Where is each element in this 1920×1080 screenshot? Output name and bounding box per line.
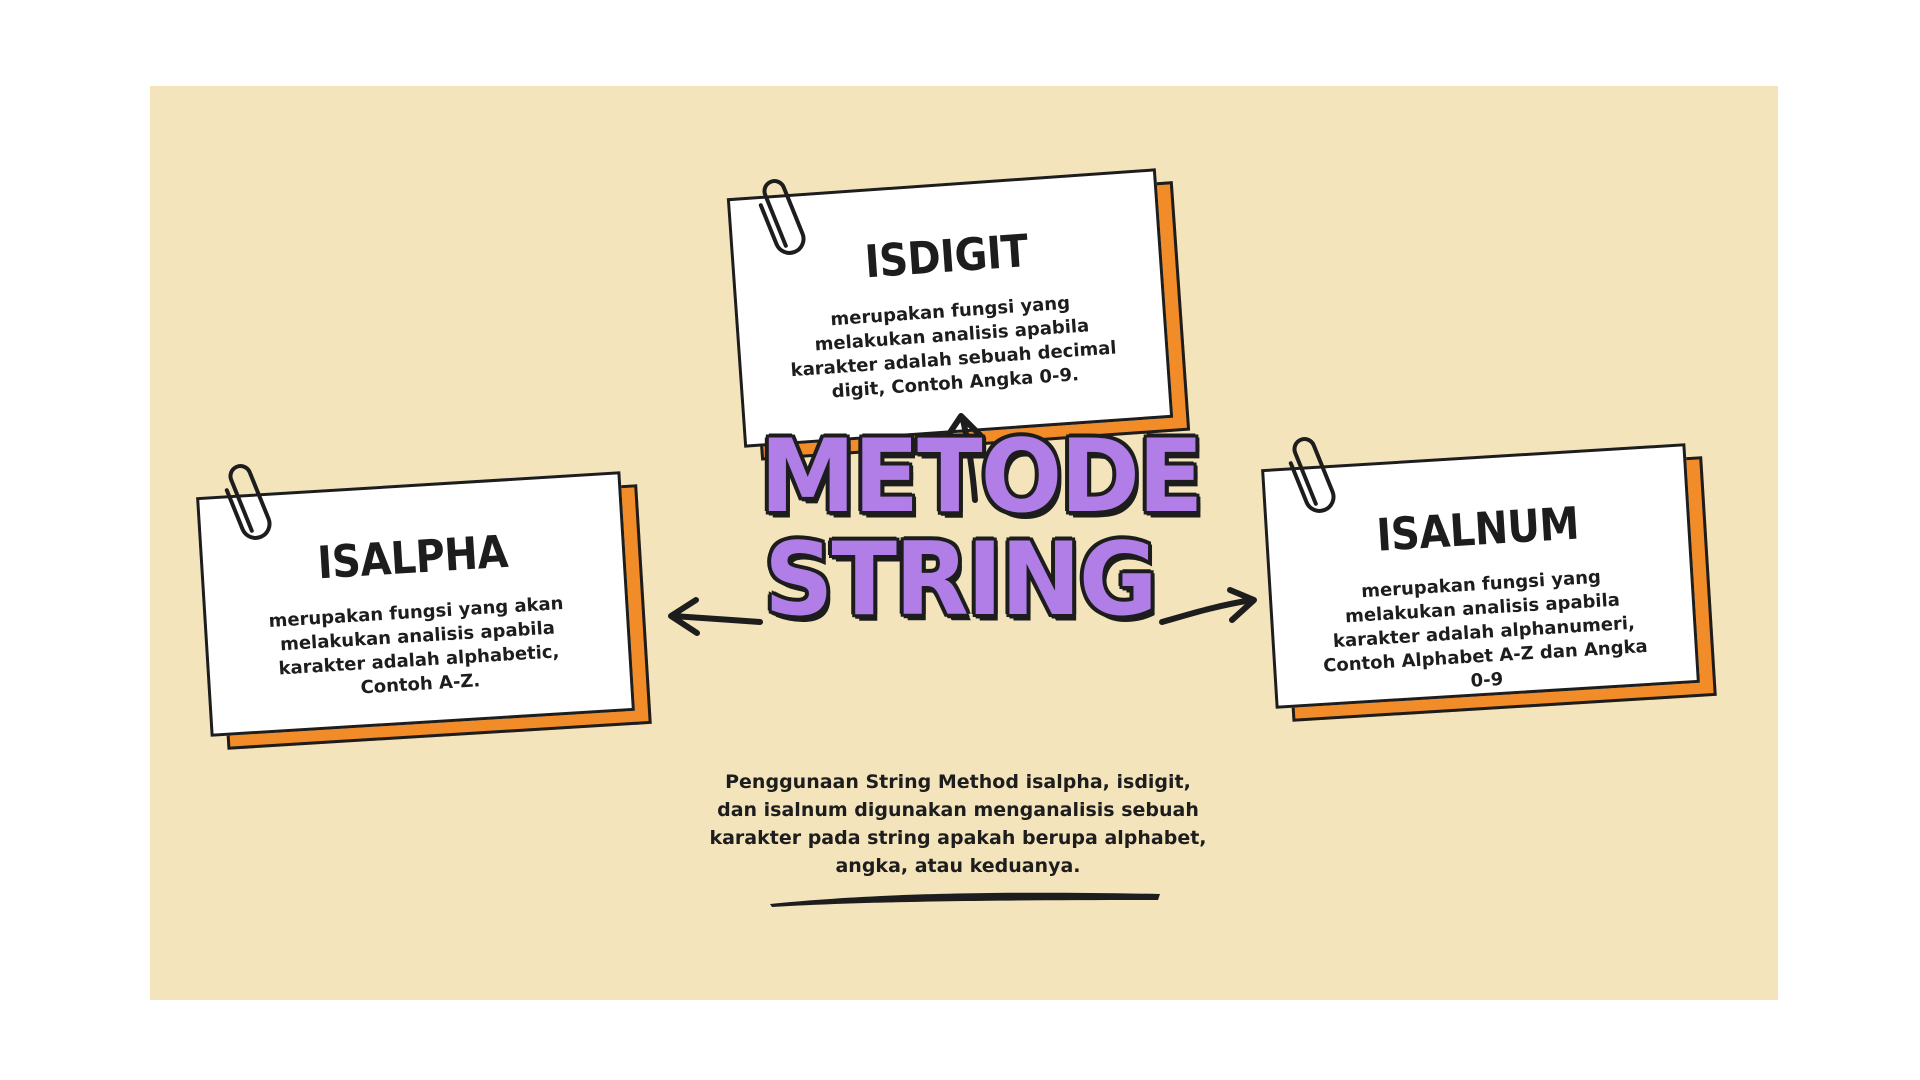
arrow-icon [671, 600, 760, 633]
card-description: merupakan fungsi yang akan melakukan analisis apabila karakter adalah alphabetic, Contoh A-Z. [267, 592, 565, 699]
card-title: ISDIGIT [863, 225, 1030, 289]
card-title: ISALPHA [316, 526, 510, 590]
arrow-icon [1162, 590, 1254, 622]
main-title [760, 417, 1202, 639]
card-title: ISALNUM [1375, 498, 1581, 562]
brush-underline [770, 893, 1160, 907]
summary-text: Penggunaan String Method isalpha, isdigit, dan isalnum digunakan menganalisis sebuah karakter pada string apakah berupa alphabet, angka, atau keduanya. [709, 771, 1207, 877]
main-title-line1: METODE [760, 417, 1202, 536]
card-description: merupakan fungsi yang melakukan analisis apabila karakter adalah alphanumeri, Contoh Alphabet A-Z dan Angka 0-9 [1322, 566, 1649, 692]
card-description: merupakan fungsi yang melakukan analisis apabila karakter adalah sebuah decimal digit, Contoh Angka 0-9. [790, 292, 1118, 403]
main-title-line2: STRING [764, 520, 1156, 639]
